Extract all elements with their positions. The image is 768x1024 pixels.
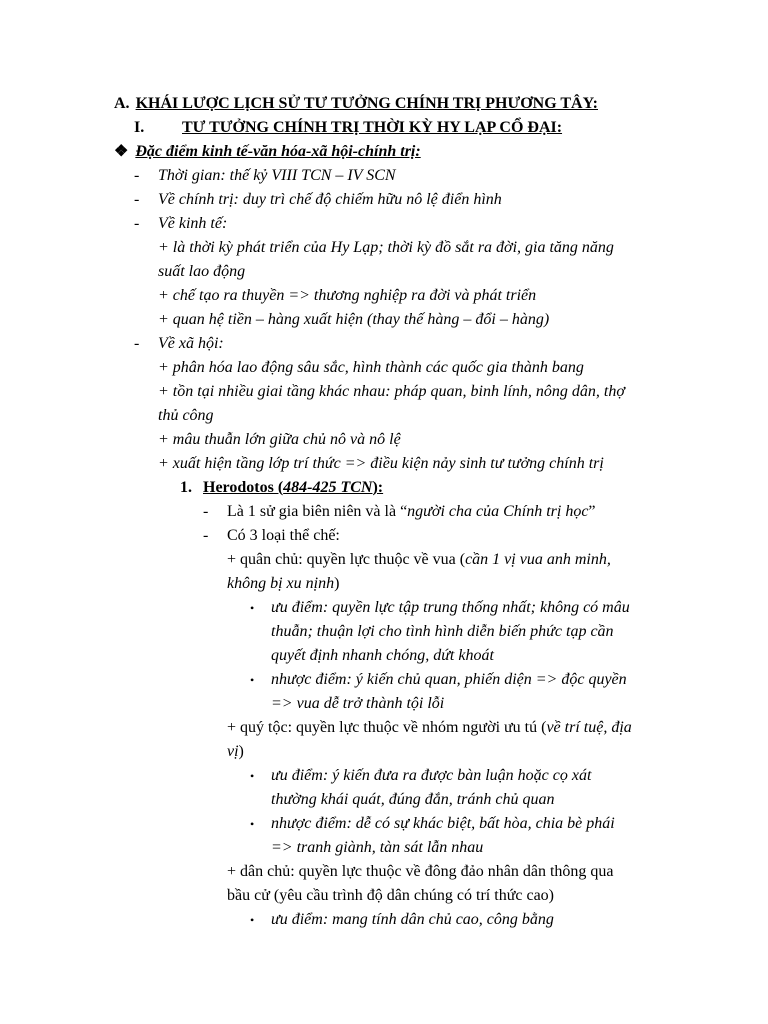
herodotos-number: 1. — [180, 479, 192, 496]
herodotos-heading — [203, 476, 383, 500]
feature-time: Thời gian: thế kỷ VIII TCN – IV SCN — [158, 167, 396, 184]
society-item: thủ công — [158, 407, 214, 424]
aristocracy-line — [227, 716, 632, 740]
monarchy-pro: thuẫn; thuận lợi cho tình hình diễn biến phức tạp cần — [271, 623, 614, 640]
monarchy-italic: cần 1 vị vua anh minh, — [465, 551, 611, 568]
aristocracy-pro: thường khái quát, đúng đắn, tránh chủ quan — [271, 791, 555, 808]
feature-society: Về xã hội: — [158, 335, 224, 352]
aristocracy-line — [227, 740, 244, 764]
society-item: + tồn tại nhiều giai tầng khác nhau: pháp quan, binh lính, nông dân, thợ — [158, 383, 625, 400]
democracy-line: + dân chủ: quyền lực thuộc về đông đảo nhân dân thông qua — [227, 863, 614, 880]
heading-a-text: KHÁI LƯỢC LỊCH SỬ TƯ TƯỞNG CHÍNH TRỊ PHƯƠNG TÂY: — [135, 95, 598, 112]
monarchy-con: => vua dễ trở thành tội lỗi — [271, 695, 445, 712]
herodotos-name: Herodotos ( — [203, 479, 284, 496]
dash-marker: - — [203, 503, 209, 520]
monarchy-pro: ưu điểm: quyền lực tập trung thống nhất; không có mâu — [271, 599, 630, 616]
feature-economy: Về kinh tế: — [158, 215, 228, 232]
economy-item: + quan hệ tiền – hàng xuất hiện (thay thế hàng – đổi – hàng) — [158, 311, 550, 328]
aristocracy-pro: ưu điểm: ý kiến đưa ra được bàn luận hoặc cọ xát — [271, 767, 592, 784]
dash-marker: - — [134, 167, 140, 184]
economy-item: suất lao động — [158, 263, 246, 280]
aristocracy-con: => tranh giành, tàn sát lẫn nhau — [271, 839, 484, 856]
economy-item: + là thời kỳ phát triển của Hy Lạp; thời kỳ đồ sắt ra đời, gia tăng năng — [158, 239, 614, 256]
heading-a-label: A. — [114, 95, 130, 112]
society-item: + xuất hiện tầng lớp trí thức => điều kiện nảy sinh tư tưởng chính trị — [158, 455, 604, 472]
society-item: + mâu thuẫn lớn giữa chủ nô và nô lệ — [158, 431, 401, 448]
heading-a — [114, 92, 598, 116]
society-item: + phân hóa lao động sâu sắc, hình thành các quốc gia thành bang — [158, 359, 584, 376]
dash-marker: - — [134, 335, 140, 352]
herodotos-line1-post: ” — [588, 503, 596, 520]
monarchy-line — [227, 548, 611, 572]
aristocracy-post: ) — [238, 743, 244, 760]
monarchy-pro: quyết định nhanh chóng, dứt khoát — [271, 647, 494, 664]
democracy-line: bầu cử (yêu cầu trình độ dân chúng có trí thức cao) — [227, 887, 554, 904]
aristocracy-pre: + quý tộc: quyền lực thuộc về nhóm người ưu tú ( — [227, 719, 547, 736]
aristocracy-con: nhược điểm: dễ có sự khác biệt, bất hòa, chia bè phái — [271, 815, 615, 832]
feature-politics: Về chính trị: duy trì chế độ chiếm hữu nô lệ điển hình — [158, 191, 502, 208]
monarchy-pre: + quân chủ: quyền lực thuộc về vua ( — [227, 551, 466, 568]
features-heading — [114, 140, 421, 164]
round-bullet-icon: • — [250, 769, 255, 783]
monarchy-post: ) — [334, 575, 340, 592]
economy-item: + chế tạo ra thuyền => thương nghiệp ra đời và phát triển — [158, 287, 537, 304]
round-bullet-icon: • — [250, 913, 255, 927]
democracy-pro: ưu điểm: mang tính dân chủ cao, công bằng — [271, 911, 554, 928]
round-bullet-icon: • — [250, 601, 255, 615]
monarchy-italic: không bị xu nịnh — [227, 575, 335, 592]
heading-i-label: I. — [134, 119, 145, 136]
heading-i-text: TƯ TƯỞNG CHÍNH TRỊ THỜI KỲ HY LẠP CỔ ĐẠI: — [182, 119, 563, 136]
dash-marker: - — [134, 215, 140, 232]
monarchy-con: nhược điểm: ý kiến chủ quan, phiến diện => độc quyền — [271, 671, 627, 688]
dash-marker: - — [134, 191, 140, 208]
aristocracy-italic: vị — [227, 743, 239, 760]
monarchy-line — [227, 572, 339, 596]
round-bullet-icon: • — [250, 817, 255, 831]
diamond-bullet-icon: ❖ — [114, 143, 129, 160]
herodotos-close: ): — [372, 479, 384, 496]
herodotos-line2: Có 3 loại thể chế: — [227, 527, 340, 544]
features-heading-text: Đặc điểm kinh tế-văn hóa-xã hội-chính trị: — [135, 143, 421, 160]
round-bullet-icon: • — [250, 673, 255, 687]
dash-marker: - — [203, 527, 209, 544]
herodotos-line1-pre: Là 1 sử gia biên niên và là “ — [227, 503, 408, 520]
aristocracy-italic: về trí tuệ, địa — [546, 719, 632, 736]
herodotos-years: 484-425 TCN — [283, 479, 373, 496]
herodotos-line1-italic: người cha của Chính trị học — [407, 503, 589, 520]
herodotos-line1 — [227, 500, 596, 524]
